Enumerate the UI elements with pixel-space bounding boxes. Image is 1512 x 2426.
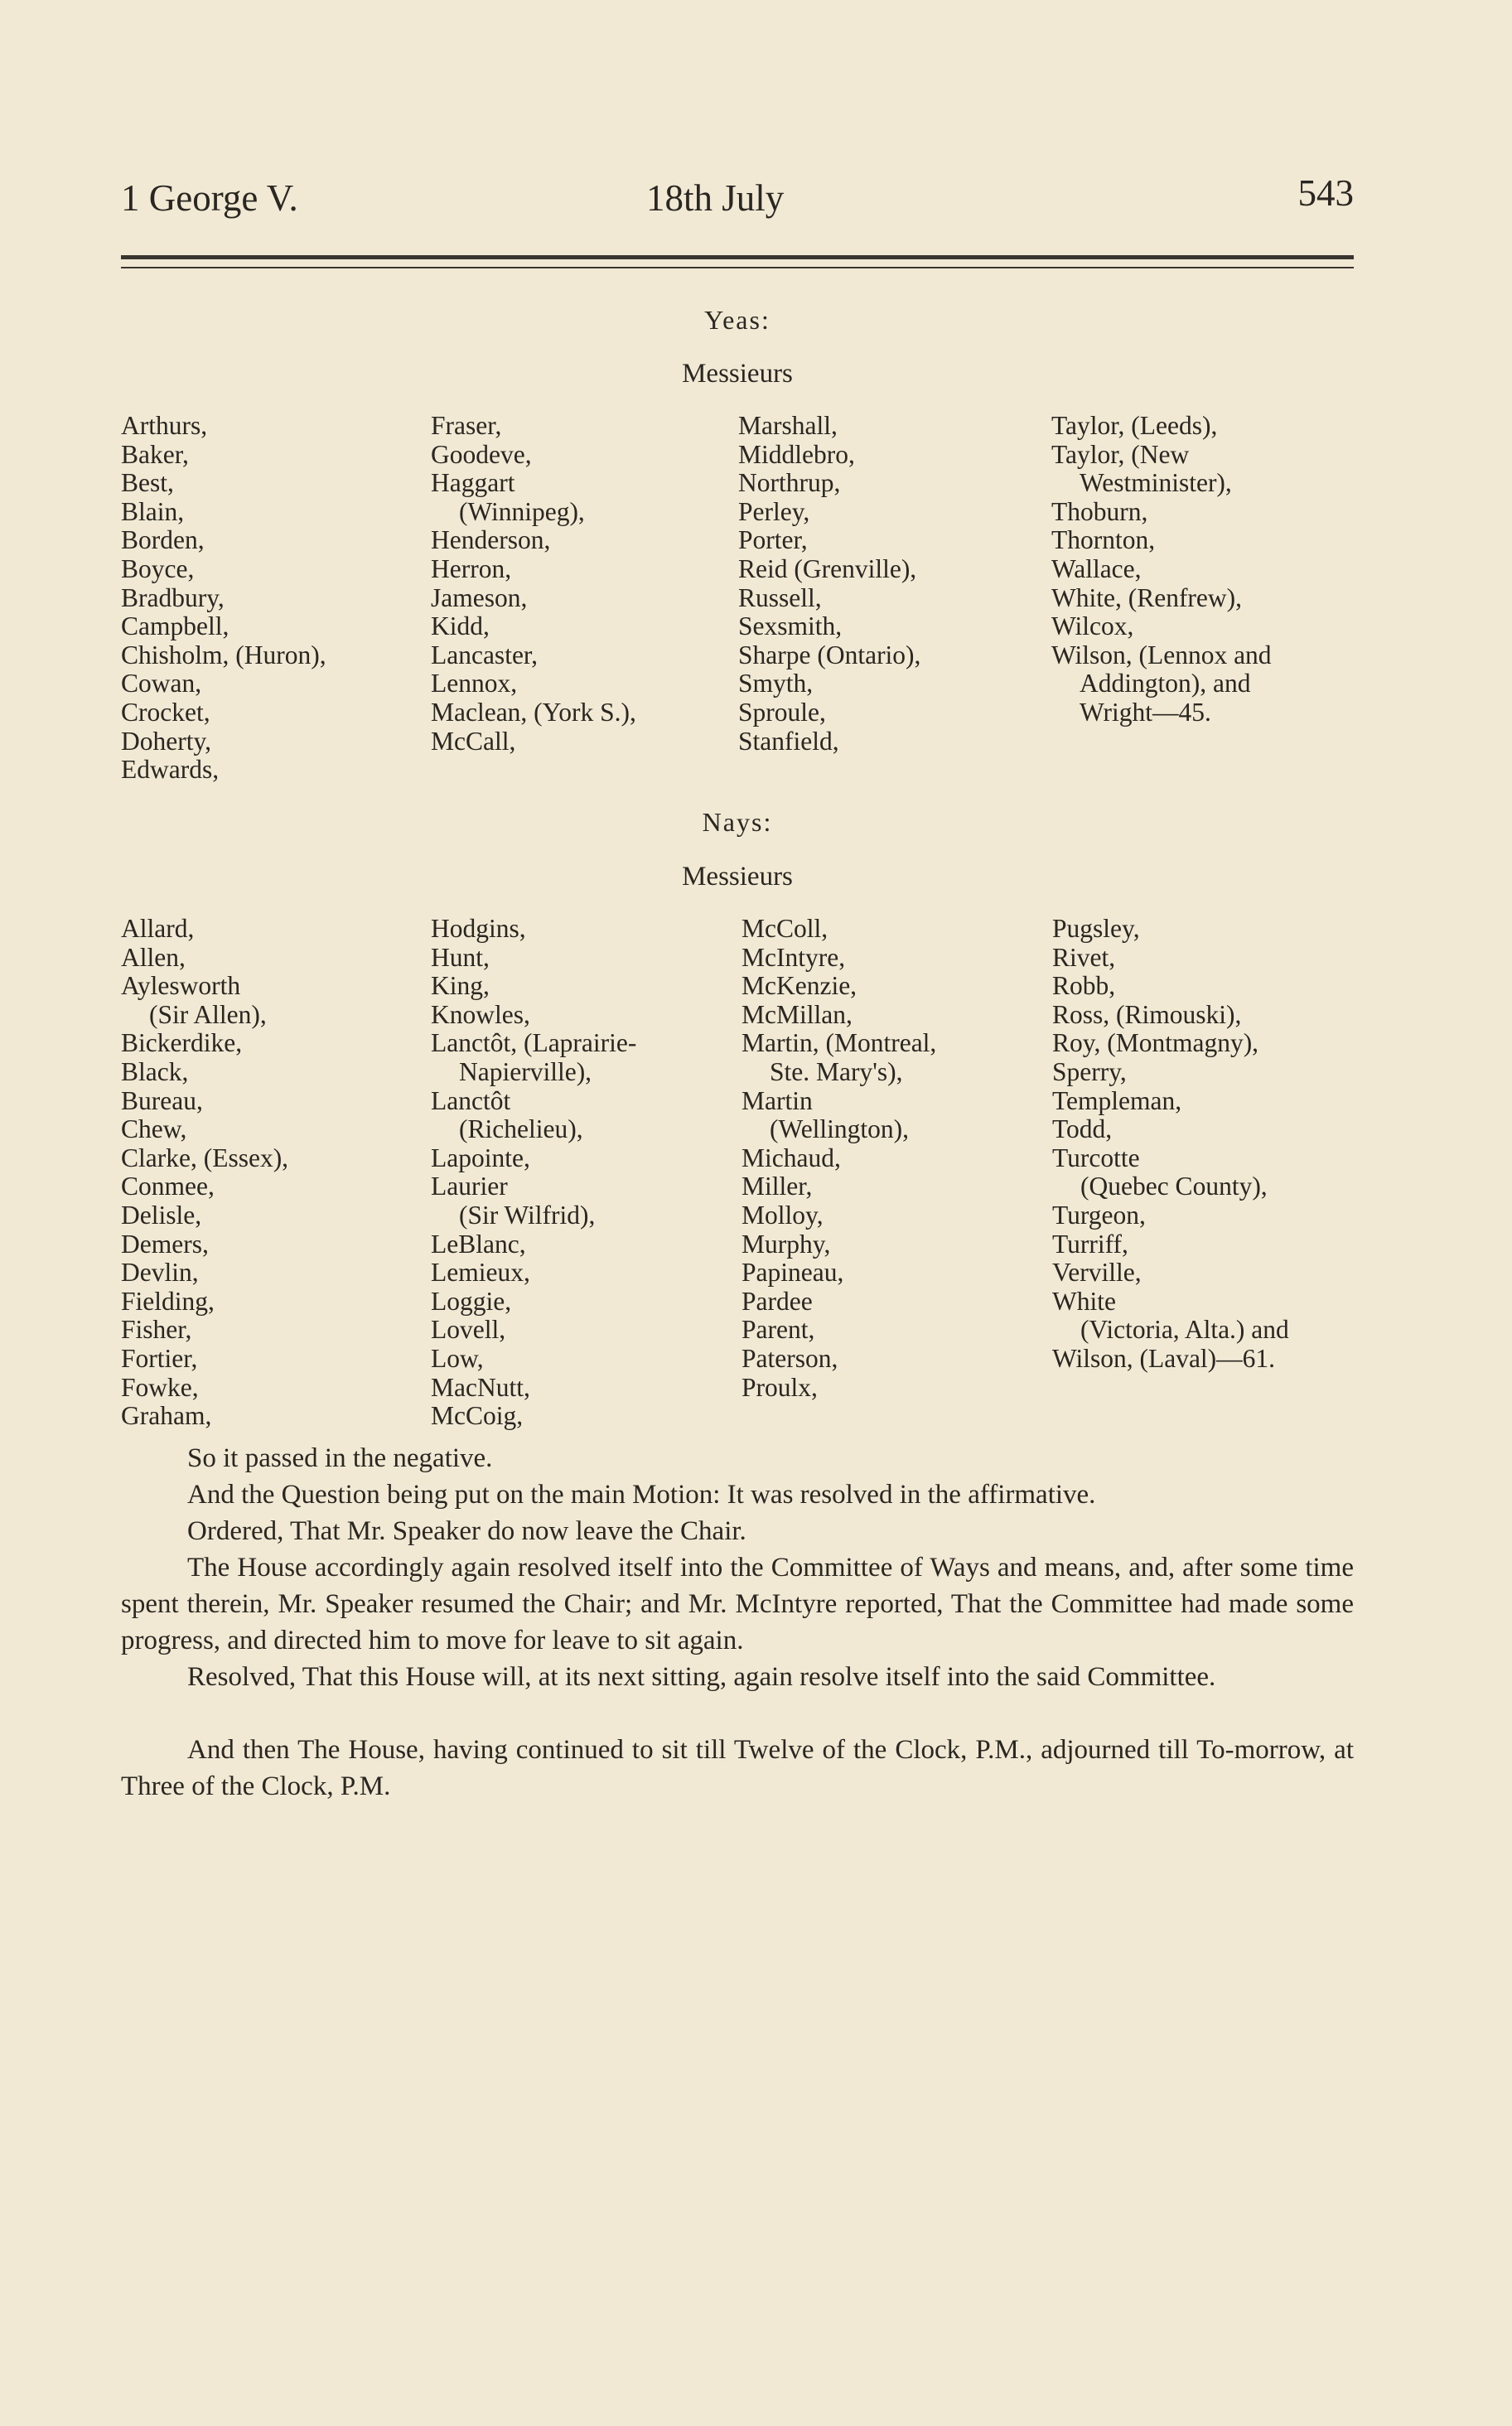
header-rule-thin [121,267,1354,268]
header-reign: 1 George V. [121,177,298,219]
member-name: Bureau, [121,1085,203,1115]
paragraph-ordered: Ordered, That Mr. Speaker do now leave the Chair. [187,1516,746,1546]
member-name: Conmee, [121,1172,215,1201]
header-date: 18th July [646,177,785,219]
member-name: Porter, [738,525,808,555]
member-name: Chisholm, (Huron), [121,640,326,669]
yeas-messieurs: Messieurs [682,359,793,389]
member-name: Marshall, [738,411,838,440]
member-name: Thoburn, [1051,496,1148,526]
member-name: Paterson, [742,1343,838,1373]
member-name: (Victoria, Alta.) and [1080,1315,1289,1345]
member-name: Kidd, [431,611,490,641]
member-name: Wilson, (Lennox and [1051,640,1272,669]
member-name: Low, [431,1343,484,1373]
member-name: Delisle, [121,1200,202,1230]
member-name: White, (Renfrew), [1051,582,1243,612]
nays-column-3 [742,915,1056,1402]
yeas-column-4 [1051,412,1366,727]
paragraph-adjournment: And then The House, having continued to sit till Twelve of the Clock, P.M., adjourned till To-morrow, at Three of the Clock, P.M. [121,1735,1354,1801]
member-name: Bradbury, [121,582,225,612]
member-name: Lancaster, [431,640,539,669]
nays-columns [121,915,1364,1437]
member-name: Aylesworth [121,971,241,1001]
yeas-heading: Yeas: [704,305,770,335]
member-name: Napierville), [459,1056,592,1086]
member-name: Sharpe (Ontario), [738,640,921,669]
yeas-column-1 [121,412,436,785]
member-name: Chew, [121,1114,187,1144]
member-name: Lapointe, [431,1143,530,1172]
member-name: Lanctôt, (Laprairie- [431,1028,637,1058]
member-name: Westminister), [1080,468,1232,498]
member-name: Rivet, [1052,942,1116,972]
member-name: Fraser, [431,411,502,440]
paragraph-committee: The House accordingly again resolved itself into the Committee of Ways and means, and, after some time spent therein, Mr. Speaker resumed the Chair; and Mr. McIntyre reported, That the Committee had made some progress, and directed him to move for leave to sit again. [121,1553,1354,1655]
member-name: Crocket, [121,697,210,727]
member-name: Henderson, [431,525,551,555]
member-name: Devlin, [121,1258,199,1288]
member-name: McCall, [431,726,516,756]
member-name: Sexsmith, [738,611,843,641]
member-name: Herron, [431,553,512,583]
member-name: Pardee [742,1286,813,1316]
page-number: 543 [1297,172,1354,214]
member-name: Turgeon, [1052,1200,1146,1230]
member-name: Fowke, [121,1372,199,1402]
member-name: Lennox, [431,669,518,698]
member-name: Best, [121,468,174,498]
member-name: Lovell, [431,1315,506,1345]
member-name: Turcotte [1052,1143,1140,1172]
member-name: Laurier [431,1172,508,1201]
member-name: Middlebro, [738,439,855,469]
member-name: Edwards, [121,755,220,785]
member-name: (Sir Allen), [149,999,267,1029]
member-name: MacNutt, [431,1372,530,1402]
member-name: Hodgins, [431,914,526,943]
member-name: Papineau, [742,1258,844,1288]
member-name: Smyth, [738,669,814,698]
nays-column-1 [121,915,436,1431]
member-name: Goodeve, [431,439,532,469]
member-name: Murphy, [742,1229,831,1259]
member-name: Fortier, [121,1343,198,1373]
member-name: LeBlanc, [431,1229,526,1259]
member-name: Turriff, [1052,1229,1128,1259]
member-name: (Richelieu), [459,1114,583,1144]
member-name: McMillan, [742,999,853,1029]
member-name: Haggart [431,468,515,498]
member-name: Borden, [121,525,205,555]
member-name: Templeman, [1052,1085,1182,1115]
member-name: Fisher, [121,1315,192,1345]
member-name: (Winnipeg), [459,496,585,526]
member-name: Stanfield, [738,726,839,756]
member-name: Reid (Grenville), [738,553,917,583]
nays-heading: Nays: [702,807,773,837]
proceedings-text [121,1440,1354,1805]
member-name: Miller, [742,1172,813,1201]
member-name: Martin [742,1085,813,1115]
member-name: Ross, (Rimouski), [1052,999,1242,1029]
member-name: Pugsley, [1052,914,1140,943]
member-name: (Wellington), [770,1114,910,1144]
yeas-column-3 [738,412,1053,756]
member-name: Bickerdike, [121,1028,243,1058]
member-name: Fielding, [121,1286,215,1316]
member-name: Taylor, (Leeds), [1051,411,1218,440]
member-name: Allard, [121,914,195,943]
member-name: McKenzie, [742,971,857,1001]
member-name: Cowan, [121,669,202,698]
member-name: White [1052,1286,1116,1316]
yeas-columns [121,412,1364,801]
yeas-column-2 [431,412,746,756]
member-name: Doherty, [121,726,212,756]
member-name: Sproule, [738,697,826,727]
member-name: Parent, [742,1315,815,1345]
member-name: Verville, [1052,1258,1142,1288]
member-name: Maclean, (York S.), [431,697,636,727]
member-name: Knowles, [431,999,530,1029]
member-name: Martin, (Montreal, [742,1028,937,1058]
member-name: Hunt, [431,942,490,972]
member-name: (Quebec County), [1080,1172,1268,1201]
member-name: Blain, [121,496,185,526]
member-name: Wallace, [1051,553,1142,583]
member-name: Molloy, [742,1200,824,1230]
member-name: Campbell, [121,611,229,641]
member-name: Thornton, [1051,525,1156,555]
member-name: Wilson, (Laval)—61. [1052,1343,1276,1373]
member-name: King, [431,971,490,1001]
member-name: Northrup, [738,468,841,498]
member-name: Wilcox, [1051,611,1134,641]
member-name: Addington), and [1080,669,1251,698]
paragraph-resolved: Resolved, That this House will, at its next sitting, again resolve itself into the said Committee. [187,1662,1216,1692]
nays-column-2 [431,915,746,1431]
member-name: McCoig, [431,1401,524,1431]
page-header [121,170,1354,228]
header-rule-thick [121,255,1354,259]
member-name: Robb, [1052,971,1116,1001]
member-name: Lanctôt [431,1085,511,1115]
member-name: Jameson, [431,582,528,612]
member-name: Lemieux, [431,1258,530,1288]
member-name: Black, [121,1056,189,1086]
member-name: Russell, [738,582,822,612]
member-name: Boyce, [121,553,195,583]
member-name: Todd, [1052,1114,1113,1144]
member-name: Ste. Mary's), [770,1056,903,1086]
member-name: Taylor, (New [1051,439,1190,469]
member-name: Loggie, [431,1286,512,1316]
member-name: Arthurs, [121,411,208,440]
member-name: Baker, [121,439,189,469]
nays-messieurs: Messieurs [682,862,793,892]
member-name: Demers, [121,1229,209,1259]
member-name: McIntyre, [742,942,846,972]
member-name: Allen, [121,942,186,972]
member-name: Clarke, (Essex), [121,1143,289,1172]
paragraph-negative: So it passed in the negative. [187,1443,493,1473]
nays-column-4 [1052,915,1367,1374]
member-name: Wright—45. [1080,697,1211,727]
paragraph-main-motion: And the Question being put on the main Motion: It was resolved in the affirmative. [187,1480,1096,1510]
member-name: Perley, [738,496,810,526]
member-name: Graham, [121,1401,212,1431]
member-name: Roy, (Montmagny), [1052,1028,1259,1058]
member-name: McColl, [742,914,828,943]
member-name: Proulx, [742,1372,818,1402]
member-name: (Sir Wilfrid), [459,1200,596,1230]
member-name: Sperry, [1052,1056,1127,1086]
member-name: Michaud, [742,1143,841,1172]
